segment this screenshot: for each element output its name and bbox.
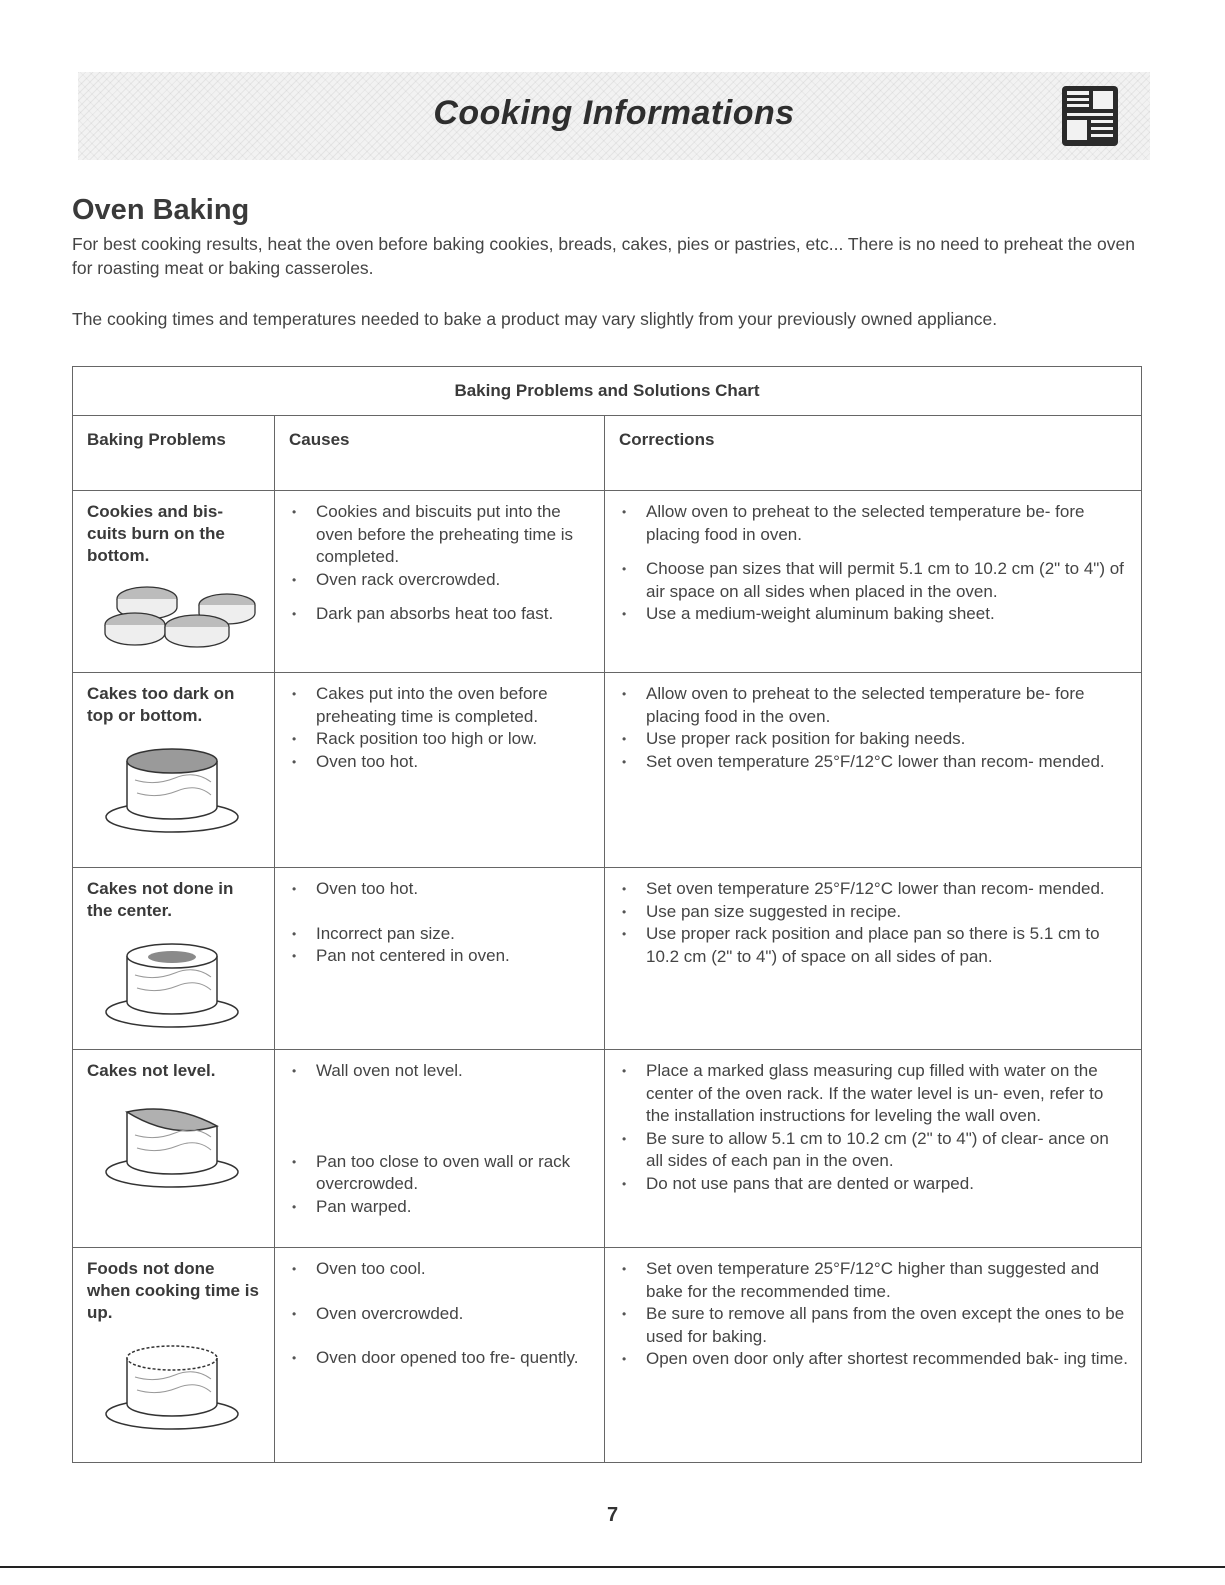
bottom-rule bbox=[0, 1566, 1225, 1568]
cake-icon bbox=[87, 1332, 257, 1432]
list-item: • Pan too close to oven wall or rack overcrowded. bbox=[289, 1151, 596, 1196]
table-row bbox=[73, 491, 1142, 673]
list-item: • Use pan size suggested in recipe. bbox=[619, 901, 1129, 924]
list-item: • Allow oven to preheat to the selected temperature be- fore placing food in the oven. bbox=[619, 683, 1129, 728]
list-item: • Cakes put into the oven before preheating time is completed. bbox=[289, 683, 596, 728]
table-row bbox=[73, 868, 1142, 1050]
list-item: • Do not use pans that are dented or warped. bbox=[619, 1173, 1129, 1196]
list-item: • Use a medium-weight aluminum baking sheet. bbox=[619, 603, 1129, 626]
list-item: • Set oven temperature 25°F/12°C lower than recom- mended. bbox=[619, 751, 1129, 774]
table-row bbox=[73, 673, 1142, 868]
list-item: • Place a marked glass measuring cup filled with water on the center of the oven rack. If the water level is un- even, refer to the installation instructions for leveling the wall oven. bbox=[619, 1060, 1129, 1128]
list-item: • Open oven door only after shortest recommended bak- ing time. bbox=[619, 1348, 1129, 1371]
corrections-list bbox=[619, 501, 1129, 626]
list-item: • Be sure to remove all pans from the oven except the ones to be used for baking. bbox=[619, 1303, 1129, 1348]
baking-problems-chart bbox=[72, 366, 1142, 1463]
list-item: • Oven too hot. bbox=[289, 878, 596, 901]
causes-list bbox=[289, 683, 596, 773]
problem-label: Cakes too dark on top or bottom. bbox=[87, 684, 235, 725]
list-item: • Oven too cool. bbox=[289, 1258, 596, 1281]
problem-label: Cakes not level. bbox=[87, 1061, 216, 1080]
header-title: Cooking Informations bbox=[433, 94, 795, 132]
table-row bbox=[73, 1248, 1142, 1463]
problem-label: Cookies and bis- cuits burn on the bottom. bbox=[87, 502, 225, 565]
page-number: 7 bbox=[606, 1504, 619, 1526]
list-item: • Allow oven to preheat to the selected temperature be- fore placing food in oven. bbox=[619, 501, 1129, 546]
causes-list bbox=[289, 1060, 596, 1218]
causes-list bbox=[289, 878, 596, 968]
corrections-list bbox=[619, 878, 1129, 968]
table-row bbox=[73, 1050, 1142, 1248]
corrections-list bbox=[619, 683, 1129, 773]
cookies-icon bbox=[87, 575, 257, 651]
section-title: Oven Baking bbox=[72, 194, 250, 226]
list-item: • Wall oven not level. bbox=[289, 1060, 596, 1083]
header-causes: Causes bbox=[275, 416, 605, 491]
corrections-list bbox=[619, 1060, 1129, 1195]
list-item: • Oven door opened too fre- quently. bbox=[289, 1347, 596, 1370]
list-item: • Cookies and biscuits put into the oven before the preheating time is completed. bbox=[289, 501, 596, 569]
list-item: • Use proper rack position and place pan so there is 5.1 cm to 10.2 cm (2" to 4") of space on all sides of pan. bbox=[619, 923, 1129, 968]
list-item: • Set oven temperature 25°F/12°C higher than suggested and bake for the recommended time. bbox=[619, 1258, 1129, 1303]
problem-label: Cakes not done in the center. bbox=[87, 879, 234, 920]
list-item: • Rack position too high or low. bbox=[289, 728, 596, 751]
uneven-cake-icon bbox=[87, 1090, 257, 1190]
document-layout-icon bbox=[1061, 85, 1119, 147]
list-item: • Incorrect pan size. bbox=[289, 923, 596, 946]
list-item: • Use proper rack position for baking needs. bbox=[619, 728, 1129, 751]
list-item: • Pan warped. bbox=[289, 1196, 596, 1219]
corrections-list bbox=[619, 1258, 1129, 1371]
header-problems: Baking Problems bbox=[73, 416, 275, 491]
chart-title: Baking Problems and Solutions Chart bbox=[73, 367, 1142, 416]
list-item: • Set oven temperature 25°F/12°C lower than recom- mended. bbox=[619, 878, 1129, 901]
causes-list bbox=[289, 501, 596, 626]
list-item: • Oven too hot. bbox=[289, 751, 596, 774]
causes-list bbox=[289, 1258, 596, 1370]
list-item: • Oven rack overcrowded. bbox=[289, 569, 596, 592]
list-item: • Dark pan absorbs heat too fast. bbox=[289, 603, 596, 626]
list-item: • Be sure to allow 5.1 cm to 10.2 cm (2" to 4") of clear- ance on all sides of each pan in the oven. bbox=[619, 1128, 1129, 1173]
list-item: • Oven overcrowded. bbox=[289, 1303, 596, 1326]
problem-label: Foods not done when cooking time is up. bbox=[87, 1259, 259, 1322]
intro-paragraph-2: The cooking times and temperatures needed to bake a product may vary slightly from your previously owned appliance. bbox=[72, 309, 998, 329]
list-item: • Choose pan sizes that will permit 5.1 cm to 10.2 cm (2" to 4") of air space on all sides when placed in the oven. bbox=[619, 558, 1129, 603]
undone-cake-icon bbox=[87, 930, 257, 1030]
dark-cake-icon bbox=[87, 735, 257, 835]
header-corrections: Corrections bbox=[605, 416, 1142, 491]
header-banner bbox=[78, 72, 1150, 160]
intro-paragraph: For best cooking results, heat the oven before baking cookies, breads, cakes, pies or pastries, etc... There is no need to preheat the oven for roasting meat or baking casseroles. bbox=[72, 234, 1135, 278]
list-item: • Pan not centered in oven. bbox=[289, 945, 596, 968]
